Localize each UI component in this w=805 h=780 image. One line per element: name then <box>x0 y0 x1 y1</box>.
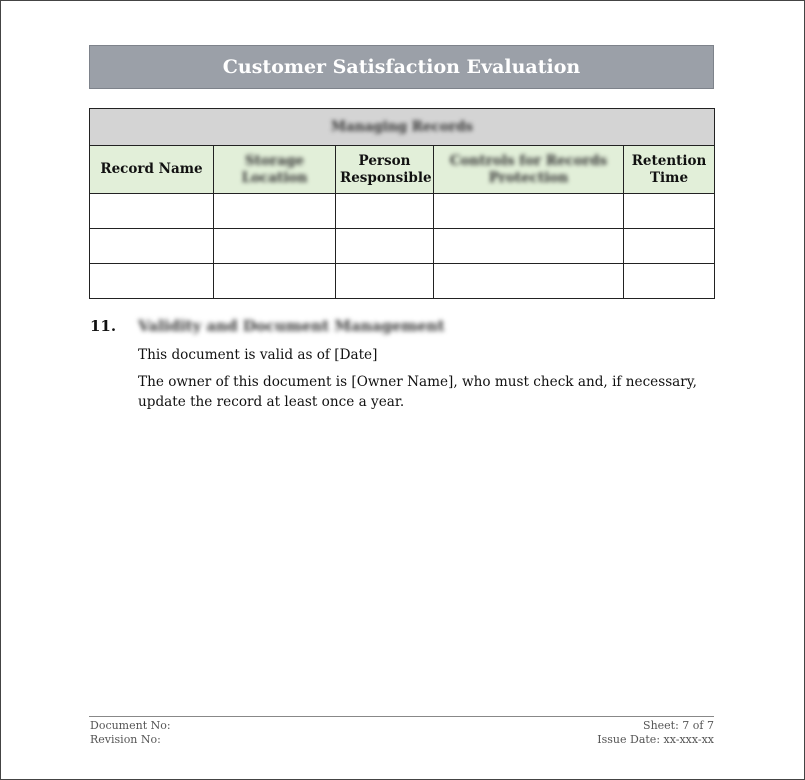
table-cell[interactable] <box>214 264 336 299</box>
table-cell[interactable] <box>90 229 214 264</box>
table-cell[interactable] <box>214 229 336 264</box>
table-header-row <box>90 146 715 194</box>
paragraph-validity: This document is valid as of [Date] <box>138 347 378 363</box>
table-cell[interactable] <box>624 264 715 299</box>
table-cell[interactable] <box>336 264 434 299</box>
table-row <box>90 194 715 229</box>
table-cell[interactable] <box>624 229 715 264</box>
column-header-person-responsible: Person Responsible <box>336 146 434 194</box>
table-cell[interactable] <box>624 194 715 229</box>
footer-left <box>90 719 171 747</box>
table-cell[interactable] <box>336 229 434 264</box>
page-title: Customer Satisfaction Evaluation <box>89 45 714 89</box>
table-cell[interactable] <box>434 229 624 264</box>
table-cell[interactable] <box>434 194 624 229</box>
table-cell[interactable] <box>434 264 624 299</box>
revision-number: Revision No: <box>90 733 161 746</box>
document-number: Document No: <box>90 719 171 732</box>
table-cell[interactable] <box>90 194 214 229</box>
records-table <box>89 108 715 299</box>
column-header-retention-time: Retention Time <box>624 146 715 194</box>
table-cell[interactable] <box>90 264 214 299</box>
section-number: 11. <box>90 317 117 335</box>
table-cell[interactable] <box>214 194 336 229</box>
table-caption-text: Managing Records <box>331 119 473 135</box>
section-heading <box>90 317 445 335</box>
column-header-record-name: Record Name <box>90 146 214 194</box>
paragraph-owner: The owner of this document is [Owner Name], who must check and, if necessary, update the record at least once a year. <box>138 374 697 410</box>
table-caption <box>90 109 715 146</box>
table-row <box>90 229 715 264</box>
section-title: Validity and Document Management <box>138 317 445 335</box>
issue-date: Issue Date: xx-xxx-xx <box>597 733 714 746</box>
table-cell[interactable] <box>336 194 434 229</box>
table-caption-row <box>90 109 715 146</box>
footer-divider <box>89 716 714 717</box>
column-header-controls: Controls for Records Protection <box>434 146 624 194</box>
column-header-storage-location: Storage Location <box>214 146 336 194</box>
footer-right <box>597 719 714 747</box>
sheet-number: Sheet: 7 of 7 <box>643 719 714 732</box>
table-row <box>90 264 715 299</box>
